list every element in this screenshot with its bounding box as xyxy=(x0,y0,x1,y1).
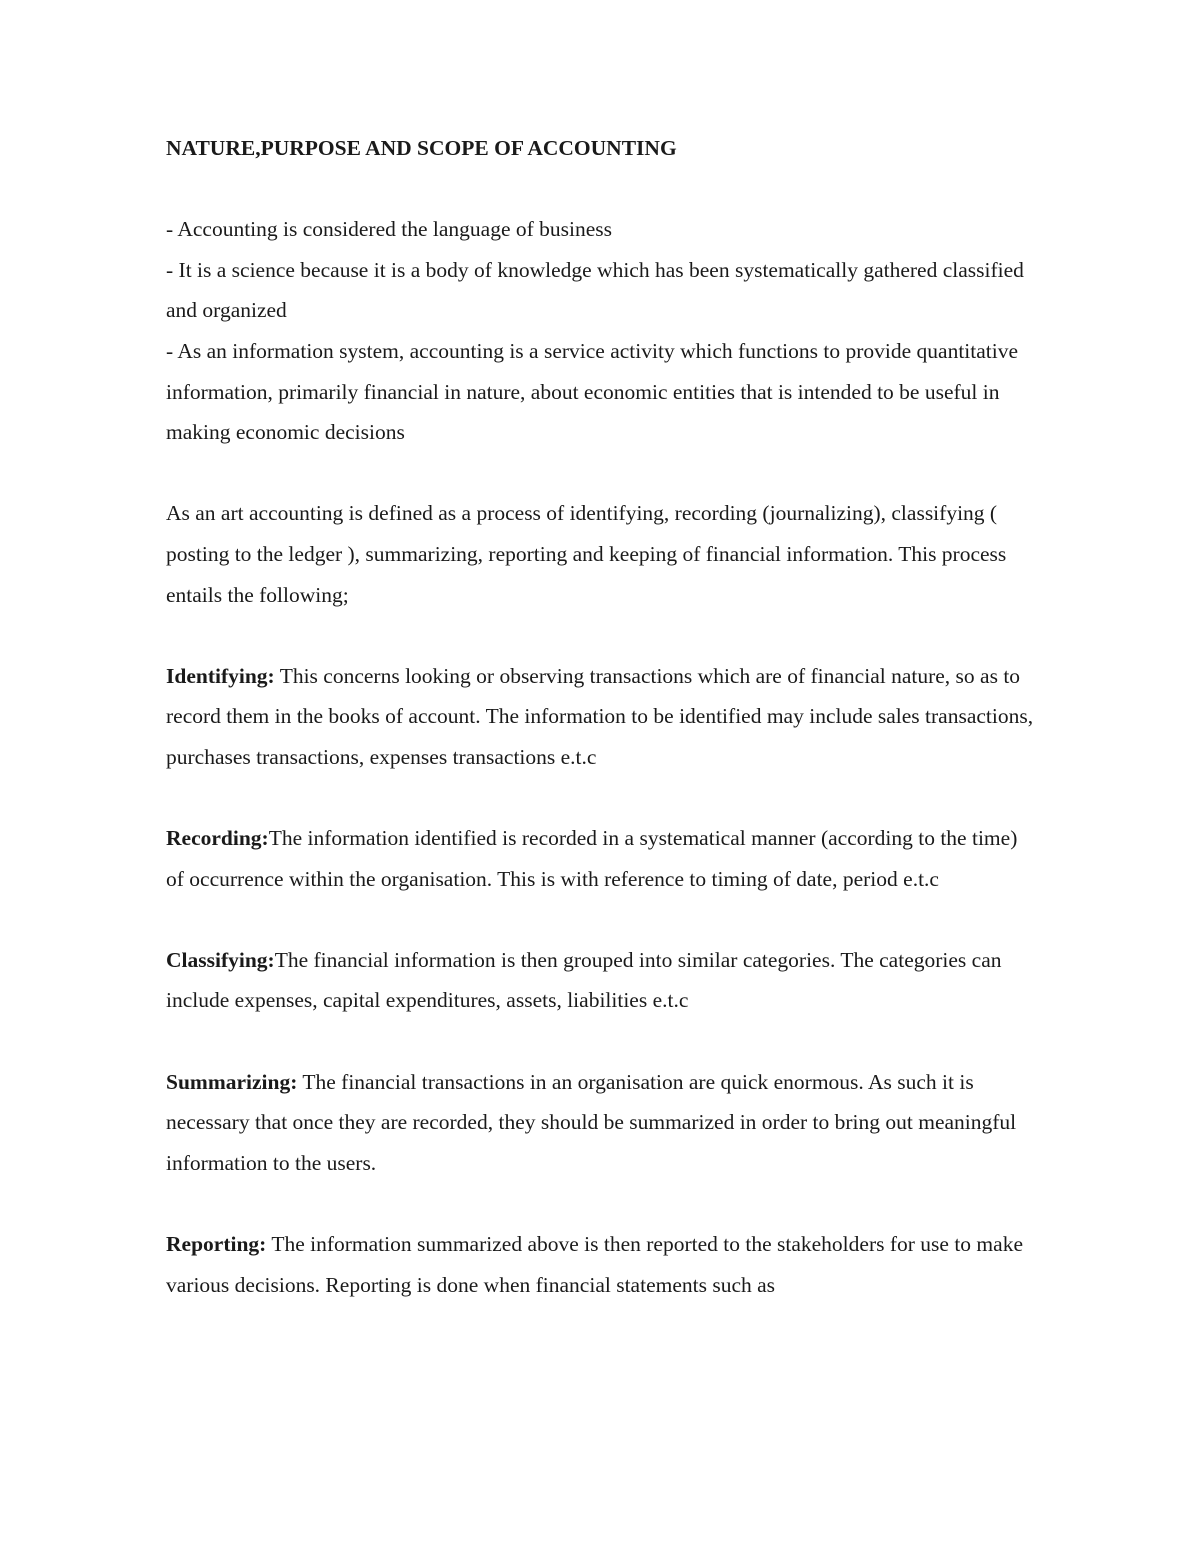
section-term: Classifying: xyxy=(166,947,275,972)
section-term: Identifying: xyxy=(166,663,275,688)
document-body xyxy=(166,128,1036,1305)
section-text: The information identified is recorded in a systematical manner (according to the time) of occurrence within the organisation. This is with reference to timing of date, period e.t.c xyxy=(166,826,1018,891)
art-paragraph: As an art accounting is defined as a process of identifying, recording (journalizing), classifying ( posting to the ledger ), summarizing, reporting and keeping of financial information. This process entails the following; xyxy=(166,501,1007,607)
section-text: The information summarized above is then reported to the stakeholders for use to make various decisions. Reporting is done when financial statements such as xyxy=(166,1232,1023,1297)
spacer xyxy=(166,1021,1036,1062)
spacer xyxy=(166,778,1036,819)
spacer xyxy=(166,615,1036,656)
section-term: Summarizing: xyxy=(166,1069,298,1094)
page-title: NATURE,PURPOSE AND SCOPE OF ACCOUNTING xyxy=(166,136,677,160)
bullet-item: - Accounting is considered the language of business xyxy=(166,217,613,242)
section-text: The financial information is then grouped into similar categories. The categories can include expenses, capital expenditures, assets, liabilities e.t.c xyxy=(166,947,1002,1013)
spacer xyxy=(166,453,1036,494)
section-recording xyxy=(166,818,1036,899)
bullet-item: - It is a science because it is a body of knowledge which has been systematically gathered classified and organized xyxy=(166,257,1024,323)
section-identifying xyxy=(166,656,1036,778)
section-summarizing xyxy=(166,1062,1036,1184)
spacer xyxy=(166,169,1036,210)
section-term: Recording: xyxy=(166,826,269,851)
spacer xyxy=(166,899,1036,940)
section-term: Reporting: xyxy=(166,1232,267,1257)
section-text: The financial transactions in an organisation are quick enormous. As such it is necessary that once they are recorded, they should be summarized in order to bring out meaningful information to the users. xyxy=(166,1069,1017,1175)
section-classifying xyxy=(166,940,1036,1021)
section-text: This concerns looking or observing transactions which are of financial nature, so as to record them in the books of account. The information to be identified may include sales transactions, purchases transactions, expenses transactions e.t.c xyxy=(166,663,1034,769)
section-reporting xyxy=(166,1224,1036,1305)
spacer xyxy=(166,1183,1036,1224)
bullet-item: - As an information system, accounting is a service activity which functions to provide quantitative information, primarily financial in nature, about economic entities that is intended to be useful in making economic decisions xyxy=(166,338,1019,445)
